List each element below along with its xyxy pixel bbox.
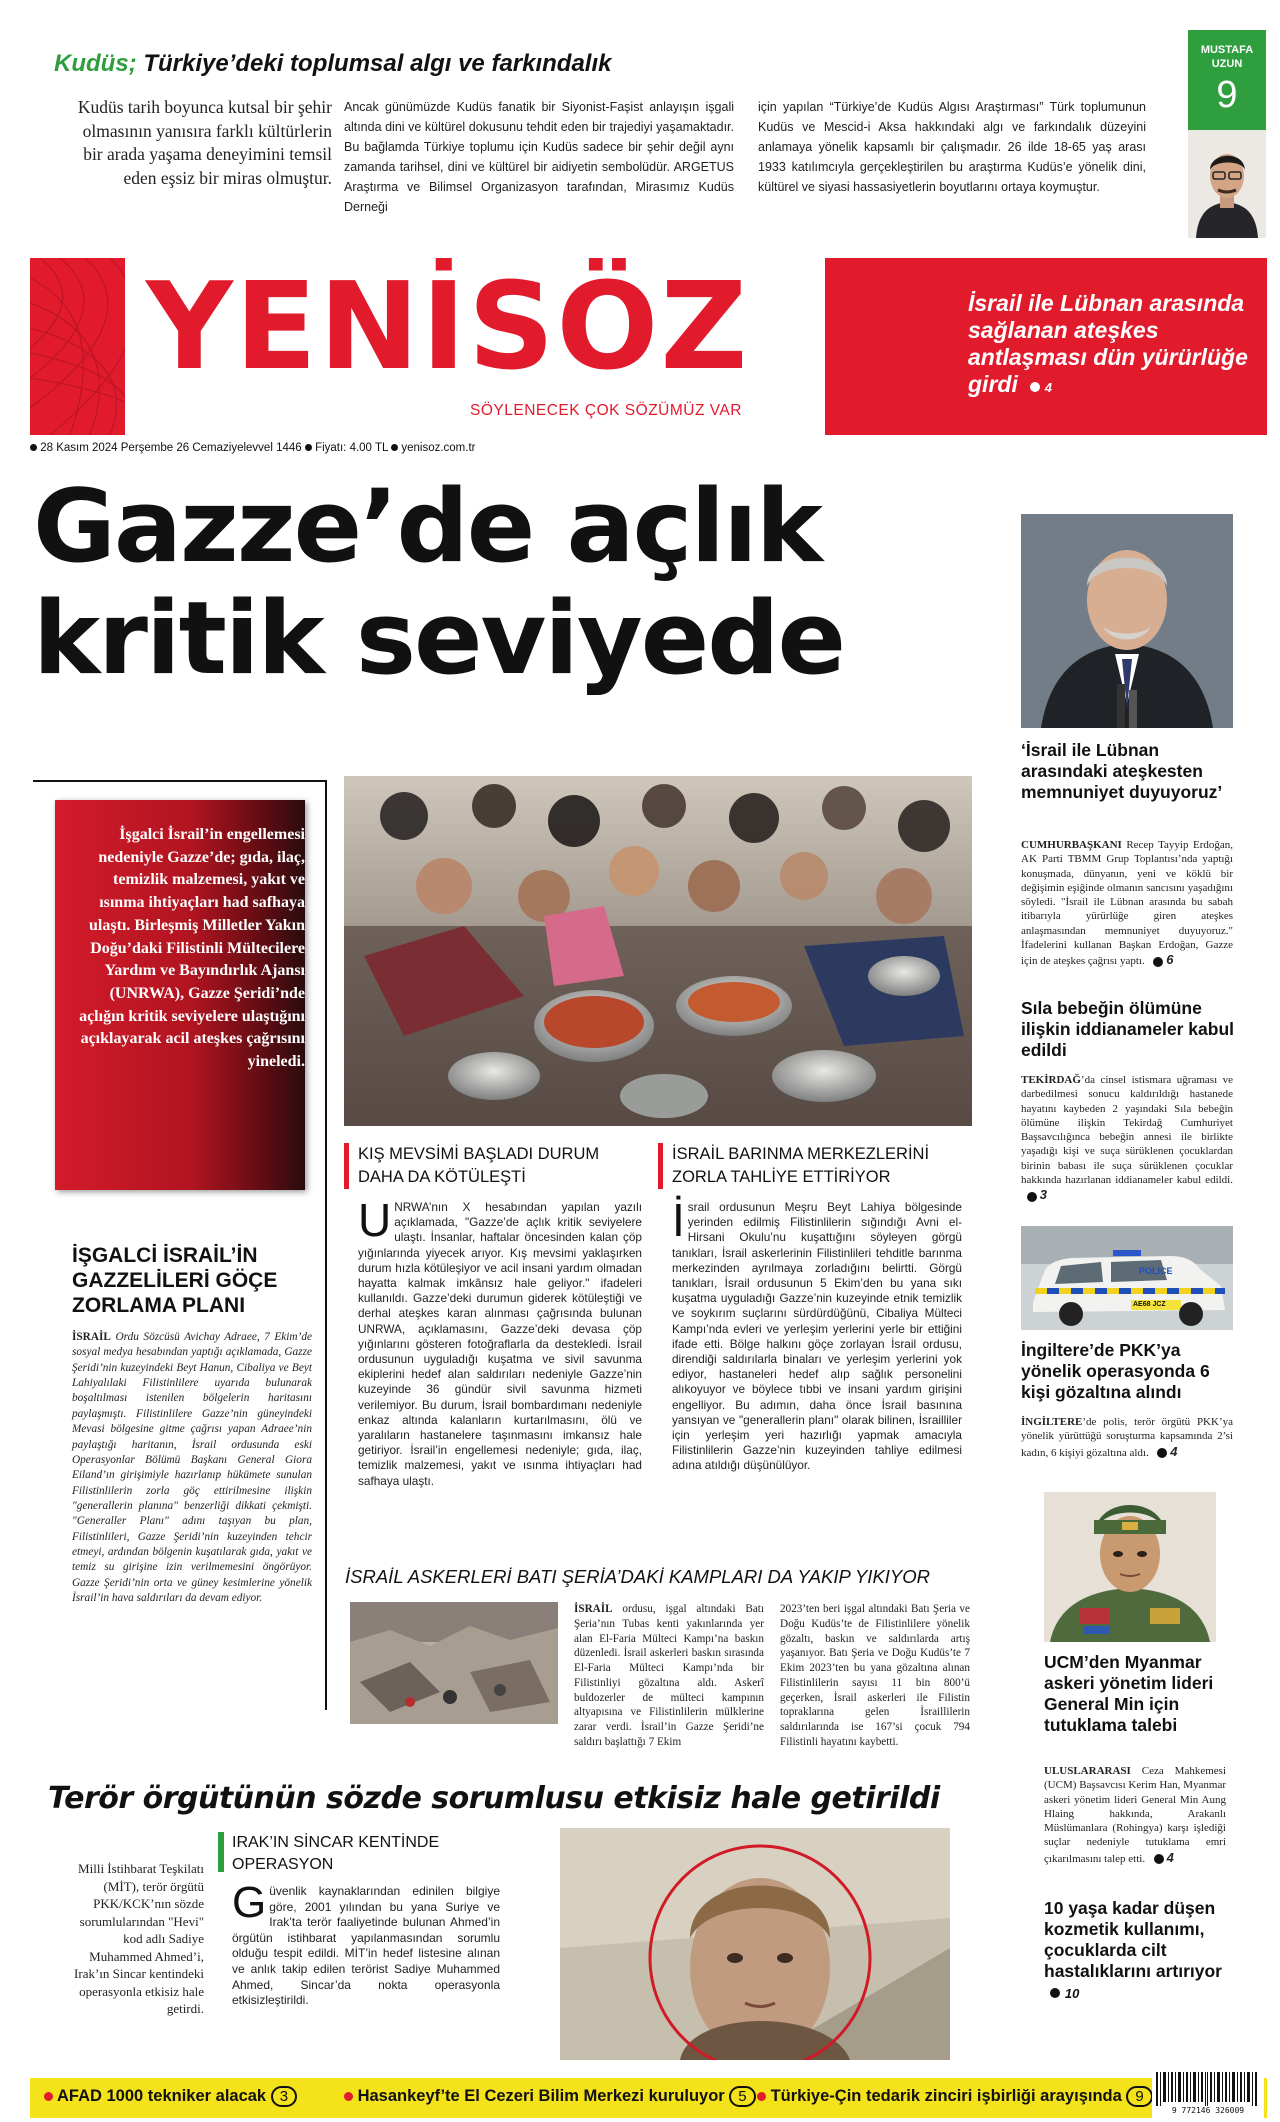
columnist-box[interactable] <box>1188 30 1266 238</box>
left-story-text: Ordu Sözcüsü Avichay Adraee, 7 Ekim’de sosyal medya hesabından yaptığı açıklamada, Gazze Şeridi’nin kuzeyindeki Beyt Hanun, Cibaliya ve Beyt Lahiyalılaki Filistinlilere uyarıda bulunarak boşaltılması istenilen bölgelerin haritasını paylaşmıştı. Filistinlilere Gazze’nin güneyindeki Mevasi bölgesine gitme çağrısı yapan Adraee’nin paylaştığı haritanın, İsrail ordusunda eski Operasyonlar Bölümü Başkanı General Giora Eiland’ın girişimiyle hazırlanıp hükümete sunulan Filistinlilerin zorla göç ettirilmesine ilişkin "generallerin planına" benzerliği dikkati çekmişti. "Generaller Planı" adını taşıyan bu plan, Filistinlileri, Gazze Şeridi’nin kuzeyinden tehcir etmeyi, ardından bölgenin kuşatılarak gıda, yakıt ve temiz su girişine izin verilmemesini öngörüyor. Gazze Şeridi’nin orta ve güney kesimlerine yönelik İsrail’in hava saldırıları da devam ediyor. <box>72 1331 313 1605</box>
top-strip-kicker: Kudüs; <box>54 50 137 77</box>
terror-subtitle[interactable]: IRAK’IN SİNCAR KENTİNDE OPERASYON <box>232 1834 440 1873</box>
winter-story-dropcap: U <box>358 1194 392 1246</box>
baby-story-title[interactable]: Sıla bebeğin ölümüne ilişkin iddianameler kabul edildi <box>1021 998 1234 1060</box>
page-ref-dot-icon <box>1154 1854 1164 1864</box>
shelter-story-title[interactable]: İSRAİL BARINMA MERKEZLERİNİ ZORLA TAHLİYE ETTİRİYOR <box>672 1145 930 1186</box>
masthead-slogan: SÖYLENECEK ÇOK SÖZÜMÜZ VAR <box>470 402 742 419</box>
uk-story-lead: İNGİLTERE <box>1021 1416 1083 1428</box>
cosmetic-story-title: 10 yaşa kadar düşen kozmetik kullanımı, çocuklarda cilt hastalıklarını artırıyor <box>1044 1898 1222 1981</box>
left-story-lead: İSRAİL <box>72 1331 111 1343</box>
footer-bullet-icon <box>757 2092 766 2101</box>
issue-date: 28 Kasım 2024 Perşembe 26 Cemaziyelevvel 1446 <box>40 442 302 454</box>
myanmar-story-page[interactable]: 4 <box>1166 1849 1174 1865</box>
myanmar-story-lead: ULUSLARARASI <box>1044 1765 1131 1777</box>
baby-story-body <box>1021 1073 1233 1204</box>
left-story-title[interactable]: İŞGALCİ İSRAİL’İN GAZZELİLERİ GÖÇE ZORLAMA PLANI <box>72 1244 278 1317</box>
bullet-icon <box>305 444 312 451</box>
westbank-photo <box>350 1602 558 1724</box>
footer-item-3[interactable] <box>757 2086 1153 2107</box>
bullet-icon <box>30 444 37 451</box>
footer-bullet-icon <box>344 2092 353 2101</box>
main-headline[interactable] <box>33 467 993 697</box>
myanmar-story-text: Ceza Mahkemesi (UCM) Başsavcısı Kerim Han, Myanmar askeri yönetim lideri General Min Aung Hlaing hakkında, Arakanlı Müslümanlara (Rohingya) karşı işlediği suçlar nedeniyle tutuklama emri çıkarılmasını talep etti. <box>1044 1765 1226 1865</box>
cosmetic-story[interactable] <box>1044 1898 1234 2003</box>
masthead <box>30 258 1267 435</box>
page-ref-dot-icon <box>1050 1988 1060 1998</box>
terror-photo <box>560 1828 950 2060</box>
website-link[interactable]: yenisoz.com.tr <box>401 442 476 454</box>
footer-item-2[interactable] <box>344 2086 756 2107</box>
main-headline-line-1: Gazze’de açlık <box>33 467 821 585</box>
shelter-story-dropcap: İ <box>672 1194 685 1246</box>
footer-item-1-page: 3 <box>271 2086 297 2107</box>
top-strip-column-1: Ancak günümüzde Kudüs fanatik bir Siyonist-Faşist anlayışın işgali altında dini ve kültürel dokusunu tehdit eden bir trajediyi yaşamaktadır. Bu bağlamda Türkiye toplumu için Kudüs sadece bir şehir değil aynı zamanda tarihsel, dini ve kültürel bir aidiyetin sembolüdür. ARGETUS Araştırma ve Bilimsel Organizasyon tarafından, Mirasımız Kudüs Derneği <box>344 100 734 214</box>
uk-story-page[interactable]: 4 <box>1170 1443 1178 1459</box>
top-strip-pull-quote: Kudüs tarih boyunca kutsal bir şehir olmasının yanısıra farklı kültürlerin bir arada yaşama deneyimini temsil eden eşsiz bir miras olmuştur. <box>77 97 332 188</box>
columnist-page-number: 9 <box>1216 74 1238 116</box>
myanmar-story-title[interactable]: UCM’den Myanmar askeri yönetim lideri General Min için tutuklama talebi <box>1044 1652 1214 1735</box>
terror-text: üvenlik kaynaklarından edinilen bilgiye göre, 2001 yılından bu yana Suriye ve Irak’ta terör faaliyetinde bulunan Ahmed’in örgütün istihbarat yapılanmasından sorumlu olduğu tespit edildi. MİT’in hedef listesine alınan ve anlık takip edilen terörist Sadiye Muhammed Ahmed, Sincar’da nokta operasyonla etkisizleştirildi. <box>232 1884 500 2008</box>
top-strip-title[interactable] <box>54 50 612 78</box>
erdogan-story-body <box>1021 838 1233 969</box>
page-ref-dot-icon <box>1157 1448 1167 1458</box>
westbank-story-text-1: ordusu, işgal altındaki Batı Şeria’nın Tubas kenti yakınlarında yer alan El-Faria Mülteci Kampı’na baskın düzenledi. İsrail askerleri baskın sırasında El-Faria Mülteci Kampı’nda bir Filistinliyi gözaltına aldı. Askerî buldozerler de mülteci kampının altyapısına ve Filistinlilerin mülklerine zarar verdi. İsrail’in Gazze Şeridi’ne saldırı başlattığı 7 Ekim <box>574 1603 765 1749</box>
page-ref-dot-icon <box>1030 382 1040 392</box>
footer-item-1-text: AFAD 1000 tekniker alacak <box>56 2087 267 2105</box>
masthead-promo[interactable] <box>968 290 1258 398</box>
baby-story-lead: TEKİRDAĞ <box>1021 1074 1081 1086</box>
top-strip-column-2: için yapılan “Türkiye’de Kudüs Algısı Araştırması” Türk toplumunun Kudüs ve Mescid-i Aksa hakkındaki algı ve farkındalık düzeyini anlamaya yönelik kapsamlı bir çalışmadır. 26 ilde 18-65 yaş arası 1933 katılımcıyla gerçekleştirilen bu araştırma Kudüs’e yönelik dini, kültürel ve siyasi hassasiyetlerin boyutlarını ortaya koymuştur. <box>758 100 1146 194</box>
winter-story-accent-bar <box>344 1143 349 1189</box>
footer-item-1[interactable] <box>44 2086 297 2107</box>
footer-item-3-text: Türkiye-Çin tedarik zinciri işbirliği arayışında <box>770 2087 1122 2105</box>
erdogan-story-lead: CUMHURBAŞKANI <box>1021 839 1122 851</box>
police-plate: AE68 JCZ <box>1133 1301 1166 1308</box>
spot-text: İşgalci İsrail’in engellemesi nedeniyle Gazze’de; gıda, ilaç, temizlik malzemesi, yakıt ve ısınma ihtiyaçları had safhaya ulaştı. Birleşmiş Milletler Yakın Doğu’daki Filistinli Mültecilere Yardım ve Bayındırlık Ajansı (UNRWA), Gazze Şeridi’nde açlığın kritik seviyelere ulaştığını açıklayarak acil ateşkes çağrısını yineledi. <box>79 826 305 1071</box>
main-photo <box>344 776 972 1126</box>
terror-intro: Milli İstihbarat Teşkilatı (MİT), terör örgütü PKK/KCK’nın sözde sorumlularından "Hevi" kod adlı Sadiye Muhammed Ahmed’i, Irak’ın Sincar kentindeki operasyonla etkisiz hale getirdi. <box>74 1861 204 2017</box>
bullet-icon <box>391 444 398 451</box>
erdogan-story-title[interactable]: ‘İsrail ile Lübnan arasındaki ateşkesten memnuniyet duyuyoruz’ <box>1021 740 1223 802</box>
westbank-story-lead: İSRAİL <box>574 1603 613 1615</box>
uk-police-photo <box>1021 1226 1233 1330</box>
uk-story-body <box>1021 1415 1233 1460</box>
left-story-body <box>72 1330 312 1606</box>
page-ref-dot-icon <box>1153 957 1163 967</box>
police-text: POLICE <box>1139 1266 1173 1276</box>
baby-story-text: ’da cinsel istismara uğraması ve darbedilmesi sonucu kaldırıldığı hastanede hayatını kaybeden 2 yaşındaki Sıla bebeğin ölümüne ilişkin Tekirdağ Cumhuriyet Başsavcılığınca bebeğin annesi ile birlikte yaşadığı kişi ve suça sürüklenen çocuklardan birinin babası ile suça sürüklenen çocuklar hakkında hazırlanan iddianameler kabul edildi. <box>1021 1074 1233 1187</box>
masthead-logo[interactable]: YENİSÖZ <box>146 258 750 397</box>
terror-accent-bar <box>218 1832 224 1872</box>
spot-box[interactable] <box>55 800 305 1190</box>
baby-story-page[interactable]: 3 <box>1039 1187 1047 1203</box>
terror-dropcap: G <box>232 1878 267 1927</box>
uk-story-title[interactable]: İngiltere’de PKK’ya yönelik operasyonda 6 kişi gözaltına alındı <box>1021 1340 1210 1402</box>
date-line <box>30 442 475 454</box>
barcode-number: 9 772146 326009 <box>1171 2106 1245 2115</box>
winter-story-text: NRWA’nın X hesabından yapılan yazılı açıklamada, "Gazze’de açlık kritik seviyelere ulaştı. İnsanlar, haftalar öncesinden kalan çöp yığınlarında yiyecek arıyor. Kış mevsimi yaklaşırken durum hızla kötüleşiyor ve acil insani yardım olmadan hayatta kalmak imkânsız hale geliyor." ifadeleri kullanıldı. Gazze’deki durumun giderek kötüleştiği ve derhal ateşkes karan alınması çağrısında bulunan UNRWA, açıklamasını, Gazze’deki devasa çöp yığınlarını gösteren fotoğraflarla da destekledi. İsrail ordusunun uyguladığı kuşatma ve sivil savunma ekiplerini hedef alan saldırıları nedeniyle Gazze’nin kuzeyinde 36 gündür sivil savunma hizmeti verilemiyor. Bu durum, İsrail bombardımanı nedeniyle enkaz altında kalanların kurtarılmasını, ölü ve yaralıların hastanelere taşınmasını imkansız hale getiriyor. İsrail’in engellemesi nedeniyle; gıda, ilaç, temizlik malzemesi, yakıt ve ısınma ihtiyaçları had safhaya ulaştı. <box>358 1200 642 1488</box>
shelter-story-text: srail ordusunun Meşru Beyt Lahiya bölgesinde yerinden edilmiş Filistinlilerin sığındığı Avni el-Hirsani Okulu’nu kuşattığını söyleyen görgü tanıkları, İsrail askerlerinin Filistinlileri tehditle barınma merkezinden ayrılmaya zorladığını belirtti. Görgü tanıkları, İsrail ordusunun 5 Ekim’den bu yana sıkı kuşatma uyguladığı Gazze’nin kuzeyinde etnik temizlik ve soykırım suçlarını sürdürdüğünü, Cibaliya Mülteci Kampı’nda evleri ve yerleşim yerlerini yerle bir ettiğini ifade etti. Bölge halkını göçe zorlayan İsrail ordusu, direndiği saldırılarla binaları ve yerleşim yerlerini yok ediyor, hastaneleri hedef alıp sağlık personelini alıkoyuyor ve böylece tıbbi ve insani yardım girişini engelliyor. Bu adımın, daha önce İsrail basınına yansıyan ve "generallerin planı" olarak bilinen, İsrailliler için yerleşim yeri hazırlığı yapmak amacıyla Filistinlilerin Gazze’nin kuzeyinden tahliye edilmesi adına atıldığı düşünülüyor. <box>672 1200 962 1473</box>
footer-item-2-page: 5 <box>729 2086 755 2107</box>
masthead-promo-text: İsrail ile Lübnan arasında sağlanan ateşkes antlaşması dün yürürlüğe girdi <box>968 290 1248 397</box>
uk-story-text: ’de polis, terör örgütü PKK’ya yönelik yürüttüğü soruşturma kapsamında 2’si kadın, 6 kişiyi gözaltına aldı. <box>1021 1416 1233 1459</box>
footer-item-2-text: Hasankeyf’te El Cezeri Bilim Merkezi kuruluyor <box>357 2087 725 2105</box>
erdogan-photo <box>1021 514 1233 728</box>
winter-story-body <box>358 1194 642 1489</box>
barcode <box>1152 2070 1264 2118</box>
erdogan-story-text: Recep Tayyip Erdoğan, AK Parti TBMM Grup Toplantısı’nda yaptığı konuşmada, dünyanın, yeni ve köklü bir değişimin eşiğinde olmanın sancısını yaşadığını söyledi. "İsrail ile Lübnan arasında bu sabah itibarıyla yürürlüğe giren ateşkes anlaşmasından memnuniyet duyuyoruz." İfadelerini kullanan Başkan Erdoğan, Gazze için de ateşkes çağrısı yaptı. <box>1021 839 1233 968</box>
shelter-story-body <box>672 1194 962 1474</box>
issue-price: Fiyatı: 4.00 TL <box>315 442 388 454</box>
columnist-photo <box>1188 130 1266 238</box>
terror-headline[interactable]: Terör örgütünün sözde sorumlusu etkisiz hale getirildi <box>48 1781 940 1816</box>
terror-body <box>232 1878 500 2009</box>
westbank-story-col-1 <box>574 1602 764 1750</box>
masthead-promo-page: 4 <box>1044 379 1052 395</box>
footer-bullet-icon <box>44 2092 53 2101</box>
columnist-name: MUSTAFA UZUN <box>1200 44 1254 70</box>
westbank-story-col-2: 2023’ten beri işgal altındaki Batı Şeria ve Doğu Kudüs’te de Filistinlilere yönelik gözaltı, baskın ve saldırılarda artış yaşanıyor. Batı Şeria ve Doğu Kudüs’te 7 Ekim 2023’ten bu yana gözaltına alınan Filistinlilerin sayısı 11 bin 800’ü geçerken, İsrail askerleri ile Filistin topraklarına gelen İsraillilerin saldırılarında ise 167’si çocuk 794 Filistinli hayatını kaybetti. <box>780 1603 970 1749</box>
top-strip-headline: Türkiye’deki toplumsal algı ve farkındalık <box>143 50 612 77</box>
erdogan-story-page[interactable]: 6 <box>1166 952 1174 968</box>
myanmar-story-body <box>1044 1764 1226 1867</box>
westbank-story-title[interactable]: İSRAİL ASKERLERİ BATI ŞERİA’DAKİ KAMPLARI DA YAKIP YIKIYOR <box>345 1566 931 1587</box>
cosmetic-story-page: 10 <box>1064 1986 1080 2001</box>
page-ref-dot-icon <box>1027 1192 1037 1202</box>
main-headline-line-2: kritik seviyede <box>33 579 845 697</box>
shelter-story-accent-bar <box>658 1143 663 1189</box>
myanmar-general-photo <box>1044 1492 1216 1642</box>
footer-item-3-page: 9 <box>1126 2086 1152 2107</box>
winter-story-title[interactable]: KIŞ MEVSİMİ BAŞLADI DURUM DAHA DA KÖTÜLEŞTİ <box>358 1145 600 1186</box>
top-strip <box>54 50 1154 240</box>
